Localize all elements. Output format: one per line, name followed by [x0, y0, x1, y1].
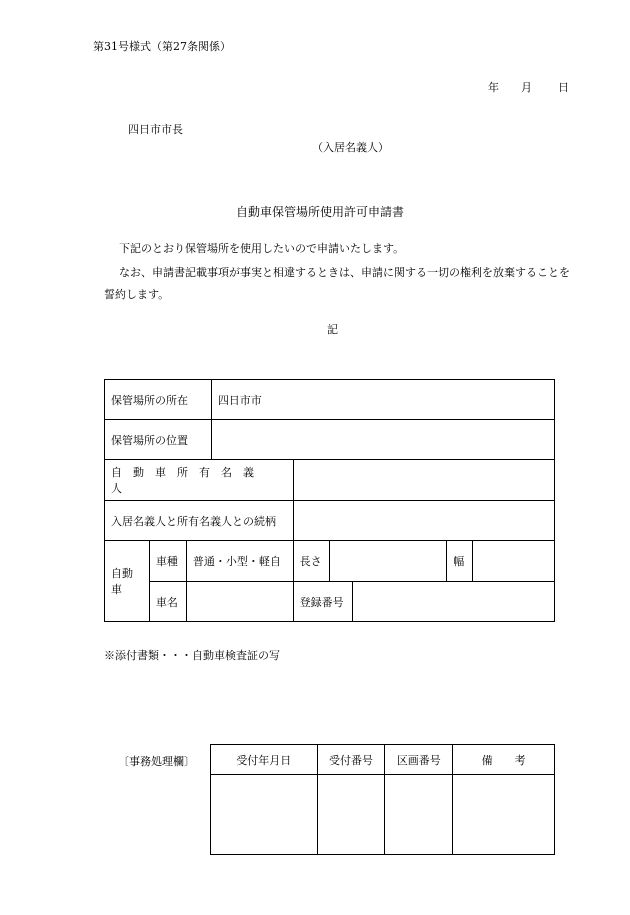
length-value[interactable] — [329, 541, 447, 582]
table-row — [105, 582, 555, 622]
width-label: 幅 — [447, 541, 473, 582]
car-type-value[interactable]: 普通・小型・軽自 — [186, 541, 293, 582]
table-row — [105, 541, 555, 582]
car-name-value[interactable] — [186, 582, 293, 622]
table-row — [105, 380, 555, 420]
office-cell-date[interactable] — [211, 775, 318, 855]
addressee: 四日市市長 — [128, 123, 183, 136]
attachment-note: ※添付書類・・・自動車検査証の写 — [104, 649, 280, 662]
form-number: 第31号様式（第27条関係） — [93, 40, 231, 53]
location-value[interactable]: 四日市市 — [211, 380, 554, 420]
table-row — [105, 420, 555, 460]
car-label: 自動車 — [105, 541, 150, 622]
office-use-label: 〔事務処理欄〕 — [118, 755, 195, 768]
document-title: 自動車保管場所使用許可申請書 — [236, 205, 405, 219]
applicant-label: （入居名義人） — [312, 141, 389, 154]
width-value[interactable] — [473, 541, 555, 582]
table-row — [211, 775, 555, 855]
date-year-label: 年 — [488, 81, 499, 94]
table-row — [105, 501, 555, 541]
office-column-header: 区画番号 — [385, 745, 453, 775]
position-label: 保管場所の位置 — [105, 420, 212, 460]
date-day-label: 日 — [558, 81, 569, 94]
office-column-header: 備 考 — [453, 745, 555, 775]
owner-value[interactable] — [293, 460, 554, 501]
table-row — [105, 460, 555, 501]
body-line-2: なお、申請書記載事項が事実と相違するときは、申請に関する一切の権利を放棄することを誓約します。 — [104, 266, 570, 301]
owner-label: 自動車所有名義人 — [105, 460, 294, 501]
office-column-header: 受付番号 — [317, 745, 385, 775]
application-table — [104, 379, 555, 622]
office-cell-number[interactable] — [317, 775, 385, 855]
car-type-label: 車種 — [149, 541, 186, 582]
office-cell-section[interactable] — [385, 775, 453, 855]
office-cell-remarks[interactable] — [453, 775, 555, 855]
position-value[interactable] — [211, 420, 554, 460]
reg-number-value[interactable] — [353, 582, 555, 622]
reg-number-label: 登録番号 — [293, 582, 353, 622]
relation-label: 入居名義人と所有名義人との続柄 — [105, 501, 294, 541]
car-name-label: 車名 — [149, 582, 186, 622]
table-row — [211, 745, 555, 775]
length-label: 長さ — [293, 541, 329, 582]
office-use-table — [210, 744, 555, 855]
ki-label: 記 — [327, 323, 338, 336]
location-label: 保管場所の所在 — [105, 380, 212, 420]
relation-value[interactable] — [293, 501, 554, 541]
body-line-1: 下記のとおり保管場所を使用したいので申請いたします。 — [119, 242, 405, 255]
date-month-label: 月 — [521, 81, 532, 94]
office-column-header: 受付年月日 — [211, 745, 318, 775]
